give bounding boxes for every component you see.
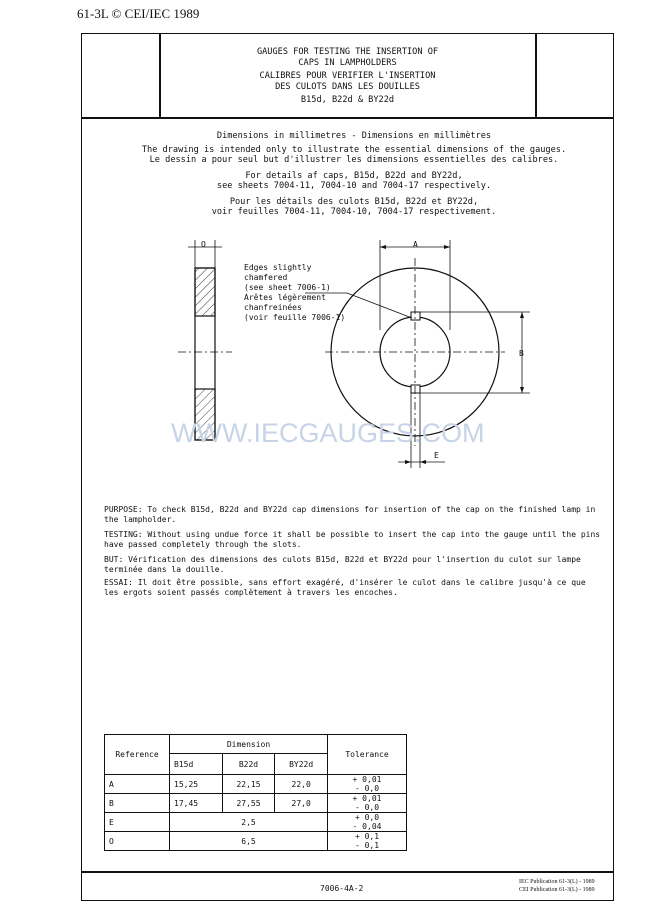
but-line-1: BUT: Vérification des dimensions des culots B15d, B22d et BY22d pour l'insertion du culot sur lampe	[104, 555, 581, 564]
header-b22d: B22d	[222, 754, 275, 775]
title-line-1: GAUGES FOR TESTING THE INSERTION OF	[256, 47, 439, 57]
tol-minus: - 0,04	[352, 822, 382, 831]
aretes-note-3: (voir feuille 7006-1)	[244, 313, 346, 322]
essai-line-1: ESSAI: Il doit être possible, sans effort exagéré, d'insérer le culot dans le calibre jusqu'à ce que	[104, 578, 586, 587]
cell-tolerance	[328, 832, 407, 851]
table-row	[105, 775, 407, 794]
label-o: O	[201, 240, 206, 249]
title-line-4: DES CULOTS DANS LES DOUILLES	[275, 81, 420, 92]
cell-b22d: 27,55	[222, 794, 275, 813]
tol-plus: + 0,0	[354, 813, 380, 822]
header-reference: Reference	[105, 735, 170, 775]
tol-minus: - 0,0	[354, 784, 380, 793]
table-row	[105, 832, 407, 851]
details-fr-2: voir feuilles 7004-11, 7004-10, 7004-17 respectivement.	[211, 207, 497, 217]
row-ref: B	[105, 794, 170, 813]
aretes-note-1: Arêtes légèrement	[244, 293, 326, 302]
table-row	[105, 794, 407, 813]
label-e: E	[434, 451, 439, 460]
page-header: 61-3L © CEI/IEC 1989	[77, 6, 200, 21]
table-row	[105, 813, 407, 832]
cell-b15d: 17,45	[170, 794, 223, 813]
drawing-note-fr: Le dessin a pour seul but d'illustrer les dimensions essentielles des calibres.	[149, 155, 559, 165]
details-fr-1: Pour les détails des culots B15d, B22d et BY22d,	[229, 196, 479, 207]
title-line-2: CAPS IN LAMPHOLDERS	[298, 57, 397, 68]
side-hatch-top	[195, 268, 215, 316]
purpose-line-1: PURPOSE: To check B15d, B22d and BY22d cap dimensions for insertion of the cap on the finished lamp in	[104, 505, 596, 514]
edges-note	[244, 263, 345, 323]
publication-info	[519, 879, 595, 894]
cell-tolerance	[328, 775, 407, 794]
side-view	[178, 240, 232, 440]
edges-note-2: chamfered	[244, 273, 288, 282]
cell-tolerance	[328, 794, 407, 813]
essai-line-2: les ergots soient passés complètement à travers les encoches.	[104, 588, 398, 597]
cell-by22d: 27,0	[275, 794, 328, 813]
row-ref: E	[105, 813, 170, 832]
testing-line-1: TESTING: Without using undue force it shall be possible to insert the cap into the gauge until the pins	[104, 530, 601, 539]
watermark: WWW.IECGAUGES.COM	[171, 418, 485, 448]
header-by22d: BY22d	[275, 754, 328, 775]
header-b15d: B15d	[170, 754, 223, 775]
sheet-number: 7006-4A-2	[320, 884, 364, 893]
dimension-table	[104, 734, 407, 851]
tol-plus: + 0,01	[352, 794, 382, 803]
cell-value: 2,5	[170, 813, 328, 832]
tol-minus: - 0,0	[354, 803, 380, 812]
publication-cei: CEI Publication 61-3(L) - 1989	[519, 886, 595, 893]
title-line-3: CALIBRES POUR VERIFIER L'INSERTION	[259, 71, 436, 81]
details-en-2: see sheets 7004-11, 7004-10 and 7004-17 respectively.	[216, 181, 492, 191]
drawing-note-en: The drawing is intended only to illustrate the essential dimensions of the gauges.	[141, 144, 567, 155]
cell-tolerance	[328, 813, 407, 832]
tol-plus: + 0,1	[354, 832, 380, 841]
but-line-2: terminée dans la douille.	[104, 565, 225, 574]
cell-b22d: 22,15	[222, 775, 275, 794]
title-line-5: B15d, B22d & BY22d	[300, 95, 395, 105]
label-b: B	[519, 349, 524, 358]
cell-value: 6,5	[170, 832, 328, 851]
publication-iec: IEC Publication 61-3(L) - 1989	[519, 879, 595, 885]
row-ref: O	[105, 832, 170, 851]
cell-b15d: 15,25	[170, 775, 223, 794]
label-a: A	[413, 240, 418, 249]
header-tolerance: Tolerance	[328, 735, 407, 775]
tol-plus: + 0,01	[352, 775, 382, 784]
edges-note-3: (see sheet 7006-1)	[244, 283, 331, 292]
aretes-note-2: chanfreinées	[244, 303, 302, 312]
header-dimension: Dimension	[170, 735, 328, 754]
cell-by22d: 22,0	[275, 775, 328, 794]
row-ref: A	[105, 775, 170, 794]
testing-line-2: have passed completely through the slots.	[104, 540, 302, 549]
purpose-line-2: the lampholder.	[104, 515, 177, 524]
edges-note-1: Edges slightly	[244, 263, 312, 272]
tol-minus: - 0,1	[354, 841, 380, 850]
details-en-1: For details af caps, B15d, B22d and BY22d,	[245, 170, 463, 181]
body-text	[104, 505, 609, 598]
dimensions-note: Dimensions in millimetres - Dimensions en millimètres	[216, 131, 492, 141]
